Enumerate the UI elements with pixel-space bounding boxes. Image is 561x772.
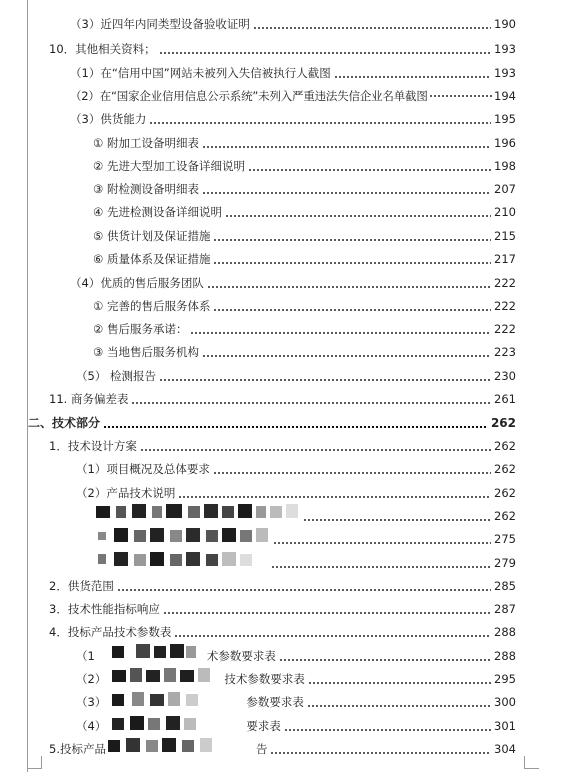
- dot-leader: [103, 426, 488, 428]
- toc-entry[interactable]: [93, 177, 516, 200]
- toc-entry-page: 193: [494, 41, 516, 56]
- toc-entry[interactable]: [70, 84, 516, 107]
- toc-entry[interactable]: [93, 317, 516, 340]
- toc-entry-title: 11. 商务偏差表: [49, 391, 129, 406]
- dot-leader: [149, 122, 491, 124]
- toc-entry-title: （1）项目概况及总体要求: [76, 461, 210, 476]
- toc-entry-title-suffix: 参数要求表: [246, 694, 304, 709]
- toc-entry-page: 304: [494, 741, 516, 756]
- dot-leader: [213, 309, 491, 311]
- toc-entry-page: 262: [494, 438, 516, 453]
- toc-entry-page: 301: [494, 718, 516, 733]
- toc-entry-page: 262: [494, 485, 516, 500]
- dot-leader: [131, 402, 491, 404]
- toc-entry-page: 215: [494, 228, 516, 243]
- toc-entry-page: 190: [494, 16, 516, 31]
- dot-leader: [248, 169, 491, 171]
- toc-entry-title: ② 先进大型加工设备详细说明: [93, 158, 245, 173]
- toc-entry[interactable]: [93, 340, 516, 363]
- toc-entry-title: 1．技术设计方案: [49, 438, 137, 453]
- toc-entry[interactable]: [49, 387, 516, 410]
- toc-entry-title: ③ 当地售后服务机构: [93, 344, 199, 359]
- toc-entry[interactable]: [300, 504, 516, 527]
- toc-entry-page: 207: [494, 181, 516, 196]
- toc-entry-page: 288: [494, 624, 516, 639]
- toc-entry-page: 193: [494, 65, 516, 80]
- toc-entry-page: 210: [494, 204, 516, 219]
- toc-entry-title: 3．技术性能指标响应: [49, 601, 160, 616]
- toc-entry-title: 5.投标产品: [49, 741, 106, 756]
- dot-leader: [207, 286, 491, 288]
- toc-section-heading[interactable]: [28, 411, 516, 434]
- dot-leader: [213, 262, 491, 264]
- toc-entry-page: 300: [494, 694, 516, 709]
- toc-entry-title: （2）在“国家企业信用信息公示系统”未列入严重违法失信企业名单截图: [70, 88, 428, 103]
- toc-entry-page: 196: [494, 135, 516, 150]
- toc-entry-title: （1）在“信用中国”网站未被列入失信被执行人截图: [70, 65, 331, 80]
- toc-entry-title: ⑤ 供货计划及保证措施: [93, 228, 211, 243]
- dot-leader: [159, 379, 491, 381]
- toc-entry[interactable]: [70, 61, 516, 84]
- toc-entry[interactable]: [49, 597, 516, 620]
- toc-entry-page: 262: [494, 461, 516, 476]
- toc-entry[interactable]: [49, 434, 516, 457]
- dot-leader: [271, 566, 491, 568]
- toc-entry-title: （3）: [76, 694, 107, 709]
- dot-leader: [307, 705, 491, 707]
- dot-leader: [190, 332, 491, 334]
- toc-entry-title: ⑥ 质量体系及保证措施: [93, 251, 211, 266]
- toc-entry-title: 2．供货范围: [49, 578, 114, 593]
- toc-entry[interactable]: [268, 551, 516, 574]
- toc-entry-page: 295: [494, 671, 516, 686]
- page-corner-mark-right: [524, 756, 539, 769]
- toc-entry-page: 222: [494, 298, 516, 313]
- toc-entry-title: ② 售后服务承诺：: [93, 321, 188, 336]
- dot-leader: [253, 27, 491, 29]
- toc-entry-title: （2）: [76, 671, 107, 686]
- toc-entry-page: 262: [494, 508, 516, 523]
- toc-entry[interactable]: [76, 457, 516, 480]
- toc-entry-title: ① 完善的售后服务体系: [93, 298, 211, 313]
- toc-entry-title-suffix: 术参数要求表: [206, 648, 276, 663]
- toc-entry-page: 222: [494, 321, 516, 336]
- dot-leader: [273, 542, 491, 544]
- toc-entry-title: ④ 先进检测设备详细说明: [93, 204, 222, 219]
- toc-entry-title: （3）近四年内同类型设备验收证明: [70, 16, 250, 31]
- toc-entry[interactable]: [93, 224, 516, 247]
- toc-entry-page: 217: [494, 251, 516, 266]
- toc-entry-title: ③ 附检测设备明细表: [93, 181, 199, 196]
- toc-entry-title: 4．投标产品技术参数表: [49, 624, 172, 639]
- toc-entry[interactable]: [76, 364, 516, 387]
- dot-leader: [159, 52, 491, 54]
- toc-entry-page: 287: [494, 601, 516, 616]
- toc-entry-title: 二、技术部分: [28, 415, 101, 430]
- dot-leader: [163, 612, 491, 614]
- toc-entry-page: 194: [494, 88, 516, 103]
- dot-leader: [213, 472, 491, 474]
- dot-leader: [225, 215, 491, 217]
- toc-entry-title-suffix: 告: [255, 741, 268, 756]
- toc-entry-title-suffix: 要求表: [246, 718, 281, 733]
- toc-entry-page: 275: [494, 531, 516, 546]
- toc-entry[interactable]: [93, 131, 516, 154]
- toc-entry-title: （3）供货能力: [70, 111, 147, 126]
- toc-entry[interactable]: [93, 200, 516, 223]
- toc-entry-page: 222: [494, 275, 516, 290]
- dot-leader: [202, 355, 491, 357]
- dot-leader: [429, 95, 493, 97]
- toc-entry-page: 223: [494, 344, 516, 359]
- toc-entry[interactable]: [270, 527, 516, 550]
- dot-leader: [270, 752, 491, 754]
- toc-entry[interactable]: [70, 107, 516, 130]
- toc-entry-title: （4）: [76, 718, 107, 733]
- dot-leader: [284, 729, 491, 731]
- toc-entry[interactable]: [70, 12, 516, 35]
- redaction-mosaic-bottom: [96, 640, 280, 758]
- page-margin-line: [27, 0, 28, 772]
- toc-entry-page: 279: [494, 555, 516, 570]
- toc-entry-title-suffix: 技术参数要求表: [224, 671, 305, 686]
- dot-leader: [117, 589, 491, 591]
- redaction-mosaic-top: [80, 488, 302, 580]
- dot-leader: [213, 239, 491, 241]
- dot-leader: [279, 659, 491, 661]
- dot-leader: [174, 635, 491, 637]
- toc-entry[interactable]: [93, 154, 516, 177]
- toc-entry-page: 288: [494, 648, 516, 663]
- dot-leader: [140, 449, 491, 451]
- dot-leader: [202, 146, 491, 148]
- page-corner-mark-left: [27, 756, 42, 769]
- toc-entry[interactable]: [93, 294, 516, 317]
- toc-entry-title: （5） 检测报告: [76, 368, 156, 383]
- toc-entry-page: 262: [490, 415, 516, 430]
- toc-entry-title: （4）优质的售后服务团队: [70, 275, 204, 290]
- toc-entry-page: 261: [494, 391, 516, 406]
- toc-entry-title: 10．其他相关资料；: [49, 41, 156, 56]
- toc-entry[interactable]: [49, 37, 516, 60]
- toc-entry-title: （2）产品技术说明: [76, 485, 176, 500]
- dot-leader: [334, 76, 491, 78]
- toc-entry[interactable]: [93, 247, 516, 270]
- dot-leader: [202, 192, 491, 194]
- toc-entry[interactable]: [70, 271, 516, 294]
- toc-entry-title: （1: [76, 648, 95, 663]
- dot-leader: [308, 682, 491, 684]
- toc-entry-page: 285: [494, 578, 516, 593]
- toc-entry-page: 230: [494, 368, 516, 383]
- toc-entry-title: ① 附加工设备明细表: [93, 135, 199, 150]
- toc-entry-page: 195: [494, 111, 516, 126]
- toc-entry-page: 198: [494, 158, 516, 173]
- dot-leader: [303, 519, 491, 521]
